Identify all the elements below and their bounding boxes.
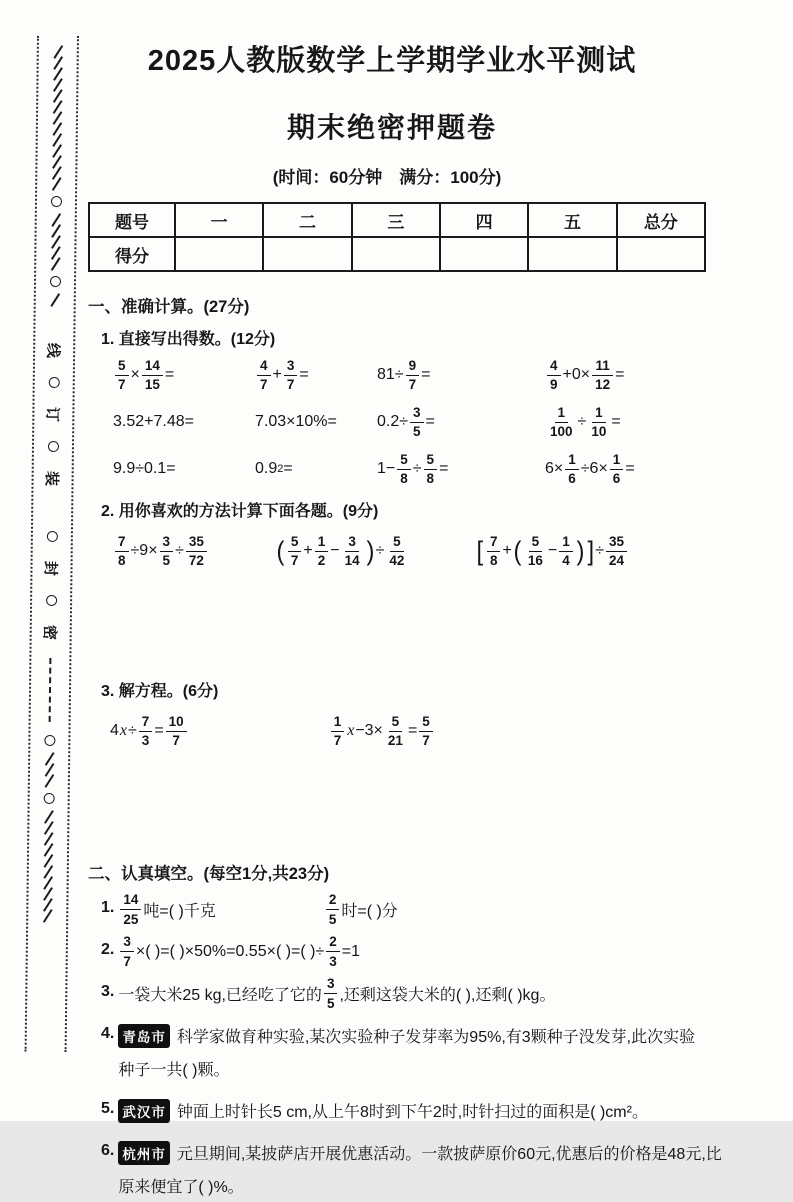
big-delimiter: ] [587,539,594,563]
binding-char: 线 [44,343,65,358]
math-text: + [502,542,511,560]
math-text: 时=( )分 [341,898,397,921]
math-expression [113,355,255,395]
variable: x [347,722,354,740]
math-text: 4 [110,722,119,740]
fraction: $\frac{7}{3}$ [139,715,153,748]
math-text: ÷ [376,542,385,560]
table-header-label: 题号 [89,203,175,237]
item-number: 1. [101,899,114,917]
math-text: 钟面上时针长5 cm,从上午8时到下午2时,时针扫过的面积是( )cm²。 [177,1099,648,1122]
math-text: 81÷ [377,366,404,384]
math-text: = [439,460,448,478]
exam-meta: (时间：60分钟 满分：100分) [88,163,686,188]
fraction: $\frac{5}{21}$ [385,715,406,748]
fraction: $\frac{5}{7}$ [419,715,433,748]
item-line [118,1136,721,1169]
math-expression [475,529,629,573]
city-tag: 青岛市 [118,1024,170,1048]
math-text: ÷ [175,542,184,560]
math-text: = [426,413,435,431]
math-text: = [615,366,624,384]
math-expression [545,449,766,489]
fraction: $\frac{3}{7}$ [120,935,134,968]
fill-item-1 [101,893,766,926]
fill-item-6 [101,1136,766,1202]
fraction: 3 5 [324,977,338,1010]
math-text: ÷ [413,460,422,478]
math-expression [377,402,545,442]
fill-item-3 [101,977,766,1010]
city-tag: 武汉市 [118,1099,170,1123]
big-delimiter: [ [477,539,484,563]
binding-circle [46,531,57,542]
fraction: 4 9 [547,359,561,392]
fraction: 14 25 [120,893,141,926]
binding-strip [25,36,79,1052]
math-text: −3× [355,722,383,740]
math-expression [255,402,377,442]
fraction: $\frac{10}{7}$ [166,715,187,748]
math-expression [377,355,545,395]
fraction: $\frac{5}{7}$ [115,359,129,392]
math-text: = [408,722,417,740]
binding-circle [49,276,60,287]
item-line [118,1019,695,1052]
fraction: $\frac{35}{24}$ [606,535,627,568]
binding-char: 封 [41,561,62,576]
math-text: × [131,366,140,384]
fraction: $\frac{3}{14}$ [342,535,363,568]
fraction: $\frac{1}{6}$ [565,453,579,486]
math-text: = [625,460,634,478]
workspace-blank [88,753,766,839]
equation-row [110,709,766,753]
direct-calc-grid [113,355,766,489]
fill-item-5 [101,1094,766,1127]
math-expression [113,402,255,442]
math-text: ÷6× [581,460,608,478]
score-table [88,202,706,272]
fill-item-4 [101,1019,766,1085]
math-text: 0.2÷ [377,413,408,431]
binding-circle [48,377,59,388]
item-body [118,1094,648,1127]
math-text: ÷ [578,413,587,431]
page-subtitle: 期末绝密押题卷 [88,106,696,146]
big-delimiter: ) [366,539,374,563]
math-expression [110,709,189,753]
math-text: + [273,366,282,384]
item-line [118,1169,721,1202]
fraction: $\frac{2}{3}$ [326,935,340,968]
fraction: $\frac{3}{5}$ [410,406,424,439]
section-calc-heading: 一、准确计算。(27分) [88,293,766,317]
math-expression [255,355,377,395]
math-text: 元旦期间,某披萨店开展优惠活动。一款披萨原价60元,优惠后的价格是48元,比 [177,1141,722,1164]
math-text: +0× [563,366,591,384]
item-body [118,1019,695,1085]
section-fill-heading: 二、认真填空。(每空1分,共23分) [88,860,766,884]
item-line [118,1052,695,1085]
binding-circle [43,793,54,804]
fill-item-2 [101,935,766,968]
math-expression [545,402,766,442]
binding-char: 密 [40,625,61,640]
q3-heading: 3. 解方程。(6分) [101,678,766,701]
item-number: 4. [101,1025,114,1043]
dash-line [49,658,52,722]
math-expression [113,529,209,573]
math-expression [377,449,545,489]
expression-row [113,529,766,573]
math-text: ×( )=( )×50%=0.55×( )=( )÷ [136,943,324,961]
math-expression [545,355,766,395]
q2-heading: 2. 用你喜欢的方法计算下面各题。(9分) [101,498,766,521]
hatch-mark [50,293,60,307]
item-line [118,935,360,968]
math-text: 种子一共( )颗。 [118,1057,229,1080]
item-body [118,893,397,926]
item-line [118,1094,648,1127]
item-body [118,935,360,968]
math-text: 原来便宜了( )%。 [118,1174,243,1197]
variable: x [120,722,127,740]
math-text: 科学家做育种实验,某次实验种子发芽率为95%,有3颗种子没发芽,此次实验 [177,1024,695,1047]
score-empty-cell [617,237,705,271]
score-empty-cell [440,237,528,271]
score-row-label: 得分 [89,237,175,271]
paper-content [88,30,766,1202]
big-delimiter: ) [576,539,584,563]
fraction: $\frac{35}{72}$ [186,535,207,568]
table-header-cell: 三 [352,203,440,237]
math-text: 6× [545,460,563,478]
score-empty-cell [528,237,616,271]
table-header-cell: 五 [528,203,616,237]
binding-circle [44,735,55,746]
big-delimiter: ( [513,539,521,563]
math-text: − [330,542,339,560]
math-text: 0.9 [255,460,277,478]
table-header-cell: 四 [440,203,528,237]
math-text: 1− [377,460,395,478]
math-text: 吨=( )千克 [143,898,215,921]
math-text: = [299,366,308,384]
fraction: $\frac{9}{7}$ [406,359,420,392]
fraction: 1 7 [331,715,345,748]
math-text: − [548,542,557,560]
math-text: + [303,542,312,560]
fraction: $\frac{1}{2}$ [315,535,329,568]
math-text: =1 [342,943,360,961]
math-text: = [421,366,430,384]
city-tag: 杭州市 [118,1141,170,1165]
big-delimiter: ( [276,539,284,563]
fraction: 5 7 [288,535,302,568]
fraction: $\frac{11}{12}$ [592,359,613,392]
fraction: 4 7 [257,359,271,392]
binding-circle [46,595,57,606]
item-line [118,977,555,1010]
math-text: 9.9÷0.1= [113,460,176,478]
item-line [118,893,397,926]
binding-char: 装 [42,471,63,486]
math-text: = [154,722,163,740]
fraction: $\frac{5}{8}$ [424,453,438,486]
fraction: 7 8 [487,535,501,568]
fraction: $\frac{1}{4}$ [559,535,573,568]
math-expression [113,449,255,489]
math-text: ÷9× [131,542,158,560]
fraction: $\frac{1}{10}$ [588,406,609,439]
fraction: $\frac{7}{8}$ [115,535,129,568]
binding-circle [50,196,61,207]
fraction: 2 5 [326,893,340,926]
score-empty-cell [352,237,440,271]
math-text: 3.52+7.48= [113,413,194,431]
fraction: $\frac{1}{6}$ [610,453,624,486]
math-text: ÷ [128,722,137,740]
math-text: = [611,413,620,431]
math-text: = [165,366,174,384]
score-empty-cell [175,237,263,271]
math-text: 7.03×10%= [255,413,337,431]
item-number: 5. [101,1100,114,1118]
math-expression: 0.9 2 = [255,449,377,489]
workspace-blank [88,573,766,669]
score-empty-cell [263,237,351,271]
q1-heading: 1. 直接写出得数。(12分) [101,326,766,349]
item-body [118,1136,721,1202]
table-header-cell: 一 [175,203,263,237]
math-text: ,还剩这袋大米的( ),还剩( )kg。 [339,982,555,1005]
table-header-cell: 总分 [617,203,705,237]
math-text: ÷ [595,542,604,560]
item-number: 6. [101,1142,114,1160]
fraction: $\frac{3}{7}$ [284,359,298,392]
fraction: $\frac{1}{100}$ [547,406,576,439]
item-number: 3. [101,983,114,1001]
binding-char: 订 [43,407,64,422]
fraction: 5 16 [525,535,546,568]
fraction: $\frac{14}{15}$ [142,359,163,392]
binding-circle [47,441,58,452]
item-number: 2. [101,941,114,959]
page-title: 2025人教版数学上学期学业水平测试 [88,38,696,79]
math-expression [275,529,410,573]
fraction: $\frac{5}{42}$ [386,535,407,568]
fraction: $\frac{5}{8}$ [397,453,411,486]
item-body [118,977,555,1010]
table-header-cell: 二 [263,203,351,237]
math-expression [329,709,435,753]
math-text: 一袋大米25 kg,已经吃了它的 [118,982,322,1005]
fraction: $\frac{3}{5}$ [160,535,174,568]
math-text: = [283,460,292,478]
